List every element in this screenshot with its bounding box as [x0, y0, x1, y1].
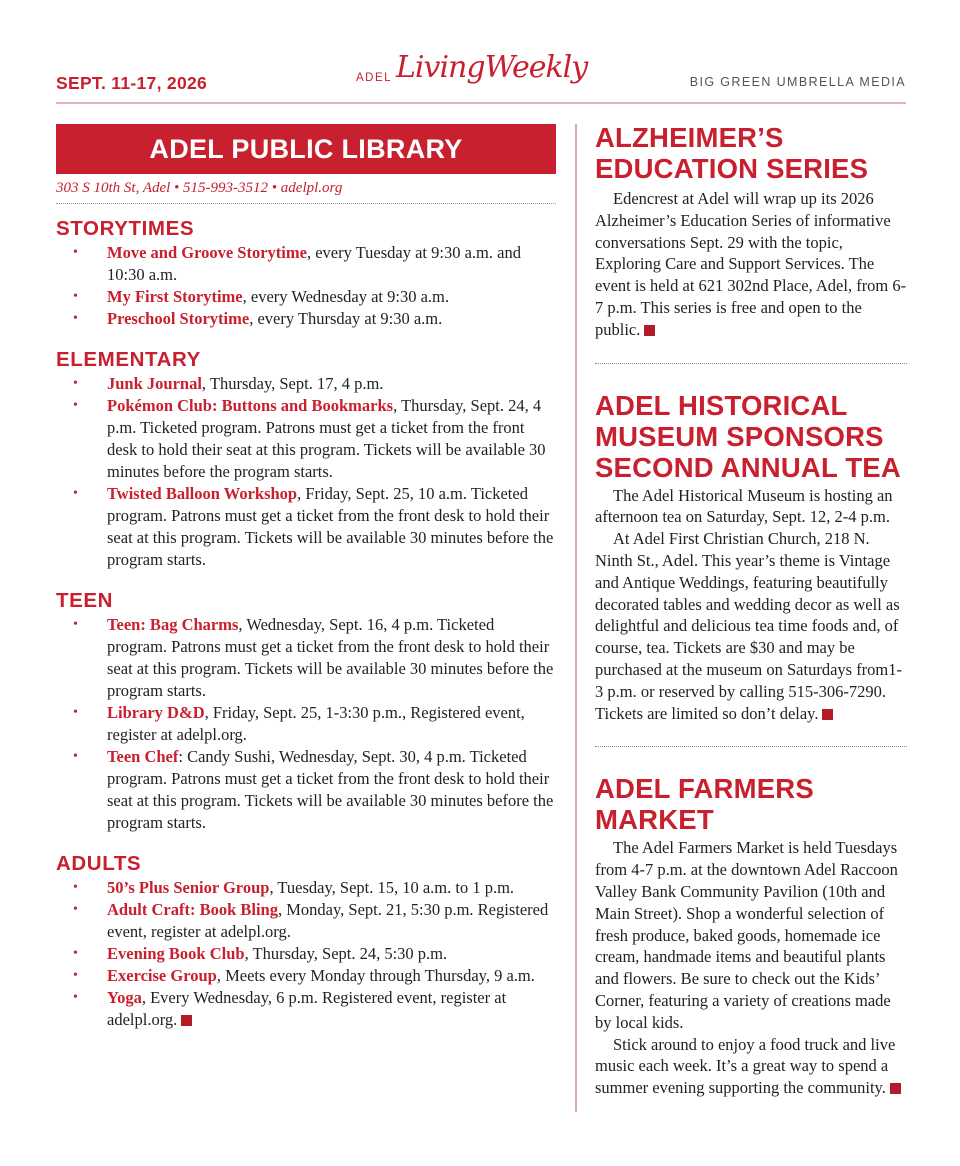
event-details: , Wednesday, Sept. 16, 4 p.m. Ticketed program. Patrons must get a ticket from the front desk to hold their seat at this program. Tickets will be available 30 minutes before the program starts. — [107, 615, 554, 700]
event-title: Preschool Storytime — [107, 309, 250, 328]
article-paragraph: At Adel First Christian Church, 218 N. Ninth St., Adel. This year’s theme is Vintage and Antique Weddings, featuring beautifully decorated tables and wedding decor as well as delightful and delicious tea time foods and, of course, tea. Tickets are $30 and may be purchased at the museum on Saturdays from1-3 p.m. or reserved by calling 515-306-7290. Tickets are limited so don’t delay. — [595, 529, 903, 723]
event-details: , Thursday, Sept. 24, 4 p.m. Ticketed program. Patrons must get a ticket from the front desk to hold their seat at this program. Tickets will be available 30 minutes before the program starts. — [107, 396, 546, 481]
section-elementary — [56, 347, 556, 571]
event-title: 50’s Plus Senior Group — [107, 878, 270, 897]
event-item — [56, 614, 556, 702]
end-mark-icon — [181, 1015, 192, 1026]
event-details: , Friday, Sept. 25, 10 a.m. Ticketed program. Patrons must get a ticket from the front desk to hold their seat at this program. Tickets will be available 30 minutes before the program starts. — [107, 484, 554, 569]
article-paragraph: The Adel Historical Museum is hosting an afternoon tea on Saturday, Sept. 12, 2-4 p.m. — [595, 485, 893, 527]
section-heading: ELEMENTARY — [56, 348, 201, 371]
event-item — [56, 308, 556, 330]
event-item — [56, 877, 556, 899]
event-details: , Every Wednesday, 6 p.m. Registered event, register at adelpl.org. — [107, 988, 507, 1029]
event-title: Exercise Group — [107, 966, 217, 985]
event-title: My First Storytime — [107, 287, 243, 306]
section-teen — [56, 588, 556, 834]
publisher-name: BIG GREEN UMBRELLA MEDIA — [689, 75, 906, 89]
event-list — [56, 877, 556, 1031]
publication-logo — [356, 52, 586, 98]
library-address: 303 S 10th St, Adel • 515-993-3512 • adelpl.org — [56, 180, 556, 204]
event-item — [56, 373, 556, 395]
article-separator — [595, 363, 907, 364]
event-title: Adult Craft: Book Bling — [107, 900, 278, 919]
article-farmers-market — [595, 773, 907, 1099]
event-title: Teen Chef — [107, 747, 179, 766]
event-details: , Thursday, Sept. 24, 5:30 p.m. — [244, 944, 448, 963]
event-details: , Thursday, Sept. 17, 4 p.m. — [201, 374, 384, 393]
article-heading: ADEL HISTORICAL MUSEUM SPONSORS SECOND ANNUAL TEA — [595, 389, 901, 483]
logo-living-weekly: LivingWeekly — [396, 50, 588, 85]
event-list — [56, 373, 556, 571]
end-mark-icon — [644, 325, 655, 336]
article-paragraph: Stick around to enjoy a food truck and live music each week. It’s a great way to spend a summer evening supporting the community. — [595, 1034, 907, 1099]
article-paragraph: Edencrest at Adel will wrap up its 2026 Alzheimer’s Education Series of informative conversations Sept. 29 with the topic, Exploring Care and Support Services. The event is held at 621 302nd Place, Adel, from 6-7 p.m. This series is free and open to the public. — [595, 189, 907, 339]
event-list — [56, 242, 556, 330]
event-title: Pokémon Club: Buttons and Bookmarks — [107, 396, 394, 415]
event-details: , every Thursday at 9:30 a.m. — [249, 309, 443, 328]
event-details: , Monday, Sept. 21, 5:30 p.m. Registered event, register at adelpl.org. — [107, 900, 549, 941]
logo-adel: ADEL — [356, 72, 393, 84]
column-divider — [575, 124, 577, 1112]
article-separator — [595, 746, 907, 747]
event-details: : Candy Sushi, Wednesday, Sept. 30, 4 p.m. Ticketed program. Patrons must get a ticket from the front desk to hold their seat at this program. Tickets will be available 30 minutes before the program starts. — [107, 747, 554, 832]
event-title: Junk Journal — [107, 374, 202, 393]
article-historical-tea — [595, 390, 907, 725]
article-alzheimers — [595, 122, 907, 341]
event-title: Library D&D — [107, 703, 205, 722]
event-title: Evening Book Club — [107, 944, 245, 963]
event-title: Twisted Balloon Workshop — [107, 484, 298, 503]
article-heading: ALZHEIMER’S EDUCATION SERIES — [595, 122, 869, 184]
event-item — [56, 483, 556, 571]
event-item — [56, 899, 556, 943]
issue-date: SEPT. 11-17, 2026 — [56, 73, 208, 93]
event-title: Yoga — [107, 988, 142, 1007]
end-mark-icon — [890, 1083, 901, 1094]
event-details: , every Tuesday at 9:30 a.m. and 10:30 a.m. — [107, 243, 521, 284]
end-mark-icon — [822, 709, 833, 720]
section-heading: STORYTIMES — [56, 217, 195, 240]
event-title: Teen: Bag Charms — [107, 615, 239, 634]
event-item — [56, 242, 556, 286]
event-item — [56, 943, 556, 965]
masthead — [56, 50, 906, 104]
event-list — [56, 614, 556, 834]
articles-column — [595, 122, 907, 1099]
event-details: , every Wednesday at 9:30 a.m. — [242, 287, 450, 306]
section-heading: ADULTS — [56, 852, 142, 875]
article-heading: ADEL FARMERS MARKET — [595, 773, 814, 836]
event-details: , Meets every Monday through Thursday, 9 a.m. — [216, 966, 535, 985]
event-title: Move and Groove Storytime — [107, 243, 307, 262]
event-item — [56, 286, 556, 308]
article-paragraph: The Adel Farmers Market is held Tuesdays from 4-7 p.m. at the downtown Adel Raccoon Valley Bank Community Pavilion (10th and Main Street). Shop a wonderful selection of fresh produce, baked goods, homemade ice cream, handmade items and beautiful plants and flowers. Be sure to check out the Kids’ Corner, featuring a variety of creations made by local kids. — [595, 838, 898, 1032]
event-item — [56, 746, 556, 834]
event-item — [56, 965, 556, 987]
section-storytimes — [56, 216, 556, 330]
section-adults — [56, 851, 556, 1031]
event-details: , Tuesday, Sept. 15, 10 a.m. to 1 p.m. — [269, 878, 515, 897]
event-item — [56, 987, 556, 1031]
library-listings — [56, 216, 556, 1048]
event-item — [56, 702, 556, 746]
event-details: , Friday, Sept. 25, 1-3:30 p.m., Registered event, register at adelpl.org. — [107, 703, 525, 744]
section-heading: TEEN — [56, 589, 114, 612]
event-item — [56, 395, 556, 483]
library-banner: ADEL PUBLIC LIBRARY — [56, 124, 556, 174]
